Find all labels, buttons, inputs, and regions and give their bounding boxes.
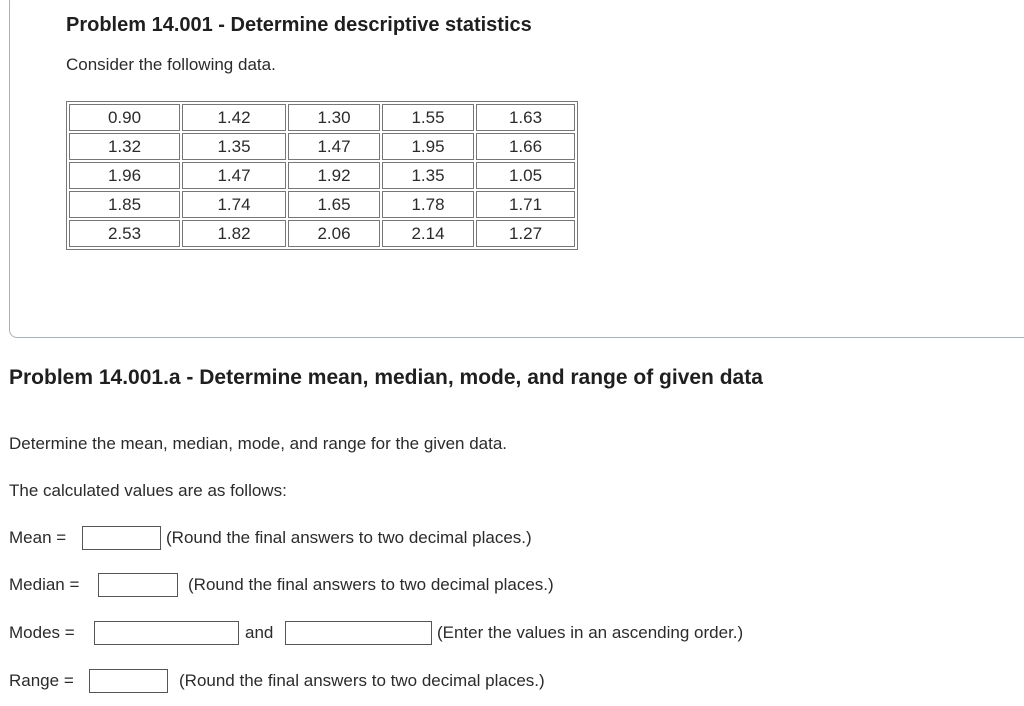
modes-label: Modes = bbox=[9, 623, 75, 642]
table-cell: 1.92 bbox=[288, 162, 380, 189]
table-cell: 0.90 bbox=[69, 104, 180, 131]
table-cell: 1.47 bbox=[288, 133, 380, 160]
table-cell: 1.78 bbox=[382, 191, 474, 218]
mean-hint: (Round the final answers to two decimal places.) bbox=[166, 528, 532, 547]
table-row bbox=[69, 191, 575, 218]
range-hint: (Round the final answers to two decimal places.) bbox=[179, 671, 545, 690]
mode-2-input[interactable] bbox=[285, 621, 432, 645]
range-input[interactable] bbox=[89, 669, 168, 693]
table-cell: 1.96 bbox=[69, 162, 180, 189]
data-table bbox=[66, 101, 578, 250]
table-row bbox=[69, 162, 575, 189]
range-label: Range = bbox=[9, 671, 74, 690]
modes-hint: (Enter the values in an ascending order.) bbox=[437, 623, 744, 642]
median-hint: (Round the final answers to two decimal places.) bbox=[188, 575, 554, 594]
mode-1-input[interactable] bbox=[94, 621, 239, 645]
table-cell: 1.71 bbox=[476, 191, 575, 218]
problem-title: Problem 14.001 - Determine descriptive statistics bbox=[66, 14, 532, 36]
median-input[interactable] bbox=[98, 573, 178, 597]
problem-intro: Consider the following data. bbox=[66, 55, 276, 74]
table-cell: 1.66 bbox=[476, 133, 575, 160]
median-label: Median = bbox=[9, 575, 80, 594]
subproblem-title: Problem 14.001.a - Determine mean, median, mode, and range of given data bbox=[9, 366, 763, 389]
table-cell: 2.06 bbox=[288, 220, 380, 247]
table-cell: 1.27 bbox=[476, 220, 575, 247]
table-cell: 1.47 bbox=[182, 162, 286, 189]
table-cell: 1.65 bbox=[288, 191, 380, 218]
modes-connector: and bbox=[245, 623, 274, 642]
table-cell: 1.55 bbox=[382, 104, 474, 131]
table-cell: 1.85 bbox=[69, 191, 180, 218]
table-cell: 1.32 bbox=[69, 133, 180, 160]
values-intro: The calculated values are as follows: bbox=[9, 481, 287, 500]
table-cell: 1.35 bbox=[182, 133, 286, 160]
table-row bbox=[69, 133, 575, 160]
table-cell: 1.82 bbox=[182, 220, 286, 247]
table-cell: 1.30 bbox=[288, 104, 380, 131]
table-cell: 1.63 bbox=[476, 104, 575, 131]
subproblem-instruction: Determine the mean, median, mode, and range for the given data. bbox=[9, 434, 508, 453]
table-cell: 1.35 bbox=[382, 162, 474, 189]
table-cell: 1.05 bbox=[476, 162, 575, 189]
table-cell: 1.95 bbox=[382, 133, 474, 160]
table-cell: 1.42 bbox=[182, 104, 286, 131]
table-row bbox=[69, 104, 575, 131]
table-cell: 2.53 bbox=[69, 220, 180, 247]
table-row bbox=[69, 220, 575, 247]
table-cell: 1.74 bbox=[182, 191, 286, 218]
mean-label: Mean = bbox=[9, 528, 67, 547]
mean-input[interactable] bbox=[82, 526, 161, 550]
table-cell: 2.14 bbox=[382, 220, 474, 247]
